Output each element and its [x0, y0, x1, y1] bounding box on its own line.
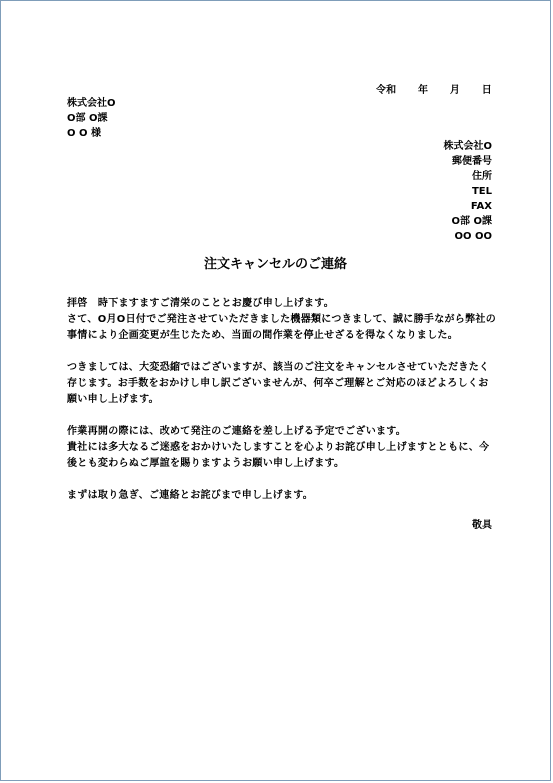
sender-block: [443, 139, 492, 244]
sender-address: 住所: [472, 171, 492, 182]
letter-closing: 敬具: [472, 520, 492, 531]
sender-name: OO OO: [454, 231, 492, 242]
recipient-name: O O 様: [67, 128, 101, 139]
recipient-department: O部 O課: [67, 113, 108, 124]
paragraph-apology: 作業再開の際には、改めて発注のご連絡を差し上げる予定でございます。 貴社には多大なるご迷惑をおかけいたしますことを心よりお詫び申し上げますとともに、今後とも変わらぬご厚誼を賜りますようお願い申し上げます。: [67, 426, 490, 469]
sender-postal: 郵便番号: [452, 156, 492, 167]
recipient-company: 株式会社O: [67, 98, 116, 109]
paragraph-request: つきましては、大変恐縮ではございますが、該当のご注文をキャンセルさせていただきたく存じます。お手数をおかけし申し訳ございませんが、何卒ご理解とご対応のほどよろしくお願い申し上げます。: [67, 362, 490, 405]
letter-body: [67, 296, 498, 520]
paragraph-closing-remark: まずは取り急ぎ、ご連絡とお詫びまで申し上げます。: [67, 490, 313, 501]
letter-date: 令和 年 月 日: [375, 85, 492, 96]
letter-subject: 注文キャンセルのご連絡: [203, 257, 347, 272]
sender-company: 株式会社O: [443, 141, 492, 152]
recipient-block: [67, 96, 116, 141]
paragraph-greeting: 拝啓 時下ますますご清栄のこととお慶び申し上げます。 さて、O月O日付でご発注させていただきました機器類につきまして、誠に勝手ながら弊社の事情により企画変更が生じたため、当面の間作業を停止せざるを得なくなりました。: [67, 298, 497, 341]
sender-tel: TEL: [471, 186, 492, 197]
sender-department: O部 O課: [451, 216, 492, 227]
sender-fax: FAX: [470, 201, 492, 212]
